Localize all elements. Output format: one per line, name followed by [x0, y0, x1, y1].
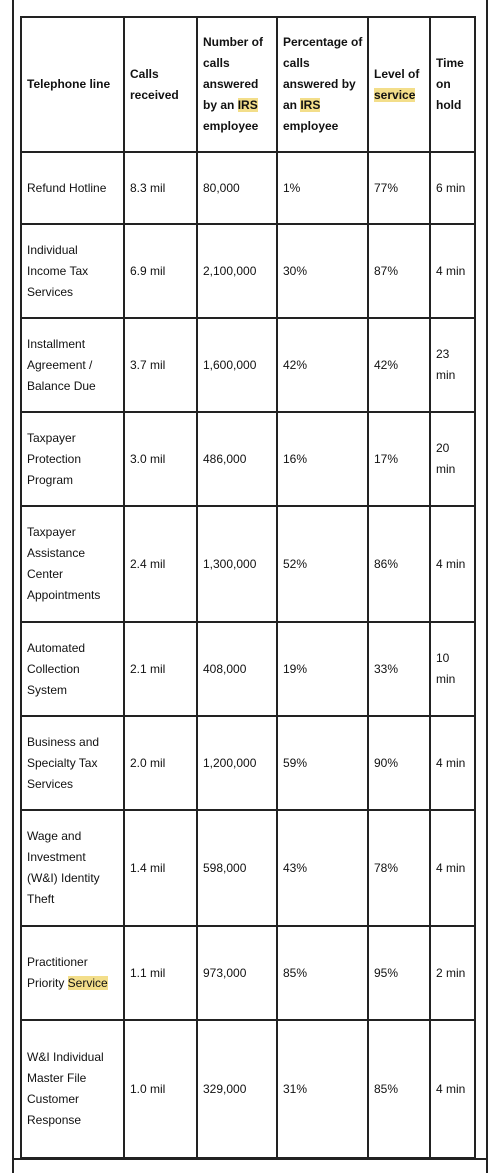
header-calls-received: Calls received — [124, 17, 197, 152]
cell-calls-received: 3.7 mil — [124, 318, 197, 412]
table-row — [21, 926, 475, 1020]
cell-telephone-line: Installment Agreement / Balance Due — [21, 318, 124, 412]
header-telephone-line: Telephone line — [21, 17, 124, 152]
cell-calls-received: 2.0 mil — [124, 716, 197, 810]
cell-telephone-line: Refund Hotline — [21, 152, 124, 224]
cell-percentage-answered: 1% — [277, 152, 368, 224]
header-time-on-hold: Time on hold — [430, 17, 475, 152]
cell-percentage-answered: 52% — [277, 506, 368, 622]
cell-level-of-service: 90% — [368, 716, 430, 810]
cell-number-answered: 408,000 — [197, 622, 277, 716]
cell-time-on-hold: 4 min — [430, 224, 475, 318]
header-number-answered: Number of calls answered by an IRS employee — [197, 17, 277, 152]
cell-calls-received: 1.4 mil — [124, 810, 197, 926]
cell-level-of-service: 33% — [368, 622, 430, 716]
cell-percentage-answered: 31% — [277, 1020, 368, 1158]
cell-telephone-line: Wage and Investment (W&I) Identity Theft — [21, 810, 124, 926]
bottom-border — [12, 1158, 488, 1160]
cell-level-of-service: 78% — [368, 810, 430, 926]
header-percentage-answered: Percentage of calls answered by an IRS employee — [277, 17, 368, 152]
cell-telephone-line: Taxpayer Protection Program — [21, 412, 124, 506]
highlighted-text: Service — [67, 976, 108, 990]
cell-telephone-line: Automated Collection System — [21, 622, 124, 716]
cell-time-on-hold: 23 min — [430, 318, 475, 412]
cell-level-of-service: 87% — [368, 224, 430, 318]
cell-number-answered: 80,000 — [197, 152, 277, 224]
cell-time-on-hold: 4 min — [430, 716, 475, 810]
cell-number-answered: 598,000 — [197, 810, 277, 926]
cell-number-answered: 1,600,000 — [197, 318, 277, 412]
table-row — [21, 810, 475, 926]
cell-calls-received: 2.1 mil — [124, 622, 197, 716]
cell-telephone-line: W&I Individual Master File Customer Response — [21, 1020, 124, 1158]
cell-telephone-line: Taxpayer Assistance Center Appointments — [21, 506, 124, 622]
table-row — [21, 622, 475, 716]
header-row — [21, 17, 475, 152]
cell-percentage-answered: 30% — [277, 224, 368, 318]
highlighted-text: service — [374, 87, 416, 102]
cell-calls-received: 1.0 mil — [124, 1020, 197, 1158]
cell-calls-received: 2.4 mil — [124, 506, 197, 622]
cell-calls-received: 3.0 mil — [124, 412, 197, 506]
cell-time-on-hold: 10 min — [430, 622, 475, 716]
table-row — [21, 224, 475, 318]
cell-time-on-hold: 2 min — [430, 926, 475, 1020]
cell-telephone-line: Individual Income Tax Services — [21, 224, 124, 318]
table-row — [21, 506, 475, 622]
cell-time-on-hold: 4 min — [430, 810, 475, 926]
cell-level-of-service: 95% — [368, 926, 430, 1020]
cell-level-of-service: 42% — [368, 318, 430, 412]
cell-calls-received: 6.9 mil — [124, 224, 197, 318]
cell-number-answered: 973,000 — [197, 926, 277, 1020]
cell-time-on-hold: 4 min — [430, 1020, 475, 1158]
table-row — [21, 412, 475, 506]
cell-time-on-hold: 6 min — [430, 152, 475, 224]
highlighted-text: IRS — [237, 98, 258, 112]
cell-calls-received: 8.3 mil — [124, 152, 197, 224]
cell-level-of-service: 86% — [368, 506, 430, 622]
cell-level-of-service: 85% — [368, 1020, 430, 1158]
cell-number-answered: 1,200,000 — [197, 716, 277, 810]
cell-number-answered: 2,100,000 — [197, 224, 277, 318]
table-row — [21, 716, 475, 810]
cell-time-on-hold: 20 min — [430, 412, 475, 506]
cell-percentage-answered: 59% — [277, 716, 368, 810]
cell-level-of-service: 17% — [368, 412, 430, 506]
table-row — [21, 152, 475, 224]
cell-level-of-service: 77% — [368, 152, 430, 224]
irs-phone-lines-table — [20, 16, 476, 1159]
highlighted-text: IRS — [300, 98, 321, 112]
cell-telephone-line: Business and Specialty Tax Services — [21, 716, 124, 810]
cell-percentage-answered: 16% — [277, 412, 368, 506]
cell-number-answered: 486,000 — [197, 412, 277, 506]
cell-number-answered: 1,300,000 — [197, 506, 277, 622]
header-level-of-service: Level of service — [368, 17, 430, 152]
cell-percentage-answered: 19% — [277, 622, 368, 716]
cell-calls-received: 1.1 mil — [124, 926, 197, 1020]
cell-percentage-answered: 42% — [277, 318, 368, 412]
table-row — [21, 318, 475, 412]
cell-telephone-line: Practitioner Priority Service — [21, 926, 124, 1020]
cell-time-on-hold: 4 min — [430, 506, 475, 622]
cell-number-answered: 329,000 — [197, 1020, 277, 1158]
table-row — [21, 1020, 475, 1158]
cell-percentage-answered: 85% — [277, 926, 368, 1020]
cell-percentage-answered: 43% — [277, 810, 368, 926]
